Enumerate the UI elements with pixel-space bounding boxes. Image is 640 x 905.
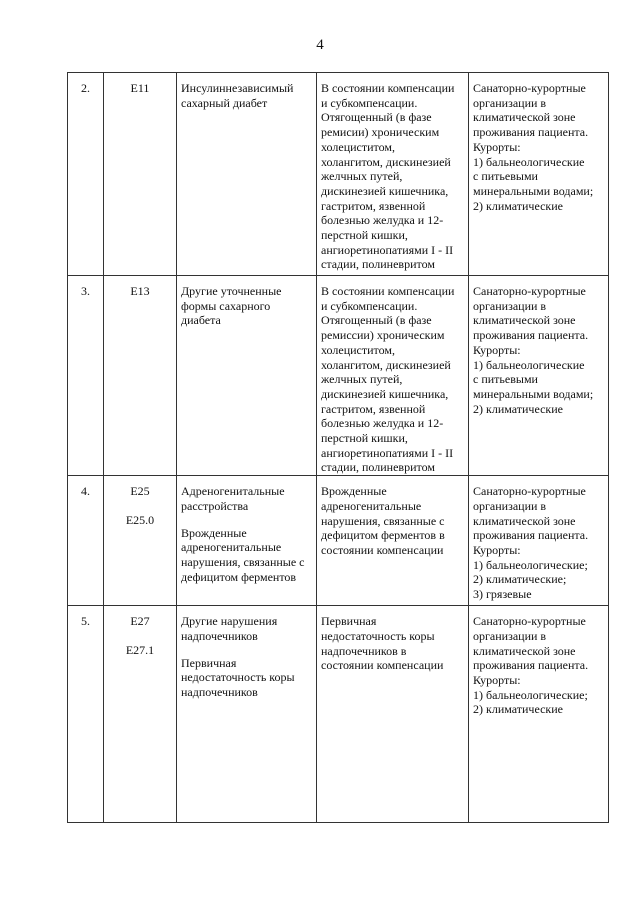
condition-cell bbox=[317, 73, 469, 276]
condition-line: состоянии компенсации bbox=[321, 542, 444, 557]
resort-line: Санаторно-курортные bbox=[473, 284, 586, 298]
resort-line: проживания пациента. bbox=[473, 328, 589, 343]
disease-name-line: формы сахарного bbox=[181, 298, 271, 313]
condition-line: ангиоретинопатиями I - II bbox=[321, 445, 454, 460]
resort-line: климатической зоне bbox=[473, 643, 576, 658]
resort-line: организации в bbox=[473, 498, 547, 513]
resort-indications-table bbox=[67, 72, 609, 823]
condition-line: Первичная bbox=[321, 614, 377, 629]
table-row bbox=[68, 606, 609, 823]
resort-line: организации в bbox=[473, 298, 547, 313]
spacer bbox=[108, 629, 172, 643]
resort-line: Курорты: bbox=[473, 542, 521, 557]
spacer bbox=[108, 499, 172, 513]
spacer bbox=[181, 644, 312, 656]
resort-line: 1) бальнеологические; bbox=[473, 687, 588, 702]
resort-line: 1) бальнеологические; bbox=[473, 557, 588, 572]
condition-line: перстной кишки, bbox=[321, 431, 408, 446]
row-number-cell bbox=[68, 606, 104, 823]
row-number-cell bbox=[68, 276, 104, 476]
icd-code: E25.0 bbox=[125, 512, 155, 527]
condition-cell bbox=[317, 606, 469, 823]
resort-line: Санаторно-курортные bbox=[473, 614, 586, 629]
condition-line: стадии, полиневритом bbox=[321, 257, 435, 272]
disease-name-line: дефицитом ферментов bbox=[181, 569, 297, 584]
resort-cell bbox=[469, 476, 609, 606]
table-row bbox=[68, 276, 609, 476]
resort-line: Санаторно-курортные bbox=[473, 484, 586, 499]
disease-name-line: Другие уточненные bbox=[181, 284, 282, 298]
condition-line: В состоянии компенсации bbox=[321, 284, 455, 298]
condition-line: В состоянии компенсации bbox=[321, 81, 455, 95]
icd-code: E13 bbox=[130, 284, 150, 298]
icd-code-cell bbox=[104, 606, 177, 823]
condition-line: гастритом, язвенной bbox=[321, 198, 426, 213]
condition-line: желчных путей, bbox=[321, 169, 403, 184]
spacer bbox=[181, 514, 312, 526]
resort-line: климатической зоне bbox=[473, 313, 576, 328]
condition-line: адреногенитальные bbox=[321, 498, 422, 513]
resort-line: 2) климатические bbox=[473, 198, 563, 213]
resort-cell bbox=[469, 276, 609, 476]
disease-name-line: надпочечников bbox=[181, 628, 258, 643]
condition-line: ремиссии) хроническим bbox=[321, 328, 445, 343]
resort-cell bbox=[469, 606, 609, 823]
disease-name-line: Врожденные bbox=[181, 525, 247, 540]
icd-code-cell bbox=[104, 476, 177, 606]
resort-cell bbox=[469, 73, 609, 276]
row-number-cell bbox=[68, 476, 104, 606]
resort-line: проживания пациента. bbox=[473, 658, 589, 673]
condition-line: Отягощенный (в фазе bbox=[321, 110, 432, 125]
condition-line: недостаточность коры bbox=[321, 628, 435, 643]
row-number-cell bbox=[68, 73, 104, 276]
condition-line: перстной кишки, bbox=[321, 228, 408, 243]
resort-line: 2) климатические; bbox=[473, 572, 567, 587]
disease-name-line: недостаточность коры bbox=[181, 670, 295, 685]
condition-line: дискинезией кишечника, bbox=[321, 183, 449, 198]
resort-line: организации в bbox=[473, 628, 547, 643]
condition-line: холециститом, bbox=[321, 342, 395, 357]
icd-code-cell bbox=[104, 73, 177, 276]
disease-name-line: Первичная bbox=[181, 655, 237, 670]
resort-line: 2) климатические bbox=[473, 702, 563, 717]
disease-name-cell bbox=[177, 73, 317, 276]
resort-line: проживания пациента. bbox=[473, 125, 589, 140]
icd-code: E11 bbox=[130, 81, 150, 95]
resort-line: минеральными водами; bbox=[473, 386, 594, 401]
disease-name-line: расстройства bbox=[181, 498, 249, 513]
condition-line: ангиоретинопатиями I - II bbox=[321, 242, 454, 257]
row-number: 4. bbox=[81, 484, 90, 499]
condition-line: холециститом, bbox=[321, 139, 395, 154]
icd-code: E27 bbox=[130, 614, 150, 629]
resort-line: 1) бальнеологические bbox=[473, 154, 585, 169]
condition-cell bbox=[317, 276, 469, 476]
condition-line: ремисии) хроническим bbox=[321, 125, 440, 140]
disease-name-line: сахарный диабет bbox=[181, 95, 268, 110]
disease-name-line: нарушения, связанные с bbox=[181, 554, 305, 569]
condition-line: Врожденные bbox=[321, 484, 387, 499]
condition-line: желчных путей, bbox=[321, 372, 403, 387]
resort-line: минеральными водами; bbox=[473, 183, 594, 198]
condition-line: болезнью желудка и 12- bbox=[321, 213, 444, 228]
condition-line: и субкомпенсации. bbox=[321, 95, 418, 110]
resort-line: Санаторно-курортные bbox=[473, 81, 586, 95]
condition-cell bbox=[317, 476, 469, 606]
resort-line: Курорты: bbox=[473, 139, 521, 154]
resort-line: с питьевыми bbox=[473, 372, 538, 387]
condition-line: болезнью желудка и 12- bbox=[321, 416, 444, 431]
disease-name-cell bbox=[177, 276, 317, 476]
resort-line: Курорты: bbox=[473, 672, 521, 687]
condition-line: нарушения, связанные с bbox=[321, 513, 445, 528]
disease-name-line: Инсулиннезависимый bbox=[181, 81, 294, 95]
icd-code-cell bbox=[104, 276, 177, 476]
disease-name-line: Другие нарушения bbox=[181, 614, 278, 629]
resort-line: с питьевыми bbox=[473, 169, 538, 184]
resort-line: организации в bbox=[473, 95, 547, 110]
disease-name-line: адреногенитальные bbox=[181, 540, 282, 555]
resort-line: климатической зоне bbox=[473, 513, 576, 528]
disease-name-line: диабета bbox=[181, 313, 221, 328]
row-number: 5. bbox=[81, 614, 90, 629]
table-row bbox=[68, 73, 609, 276]
resort-line: климатической зоне bbox=[473, 110, 576, 125]
condition-line: надпочечников в bbox=[321, 643, 407, 658]
disease-name-line: Адреногенитальные bbox=[181, 484, 285, 499]
condition-line: состоянии компенсации bbox=[321, 658, 444, 673]
resort-line: Курорты: bbox=[473, 342, 521, 357]
icd-code: E25 bbox=[130, 484, 150, 499]
disease-name-cell bbox=[177, 476, 317, 606]
icd-code: E27.1 bbox=[125, 642, 155, 657]
condition-line: стадии, полиневритом bbox=[321, 460, 435, 475]
table-row bbox=[68, 476, 609, 606]
resort-line: проживания пациента. bbox=[473, 528, 589, 543]
condition-line: дефицитом ферментов в bbox=[321, 528, 445, 543]
resort-line: 3) грязевые bbox=[473, 587, 532, 602]
condition-line: гастритом, язвенной bbox=[321, 401, 426, 416]
condition-line: дискинезией кишечника, bbox=[321, 386, 449, 401]
condition-line: холангитом, дискинезией bbox=[321, 154, 451, 169]
resort-line: 2) климатические bbox=[473, 401, 563, 416]
row-number: 2. bbox=[81, 81, 90, 95]
condition-line: холангитом, дискинезией bbox=[321, 357, 451, 372]
resort-line: 1) бальнеологические bbox=[473, 357, 585, 372]
row-number: 3. bbox=[81, 284, 90, 298]
condition-line: и субкомпенсации. bbox=[321, 298, 418, 313]
condition-line: Отягощенный (в фазе bbox=[321, 313, 432, 328]
disease-name-line: надпочечников bbox=[181, 684, 258, 699]
page-number: 4 bbox=[316, 37, 324, 53]
disease-name-cell bbox=[177, 606, 317, 823]
